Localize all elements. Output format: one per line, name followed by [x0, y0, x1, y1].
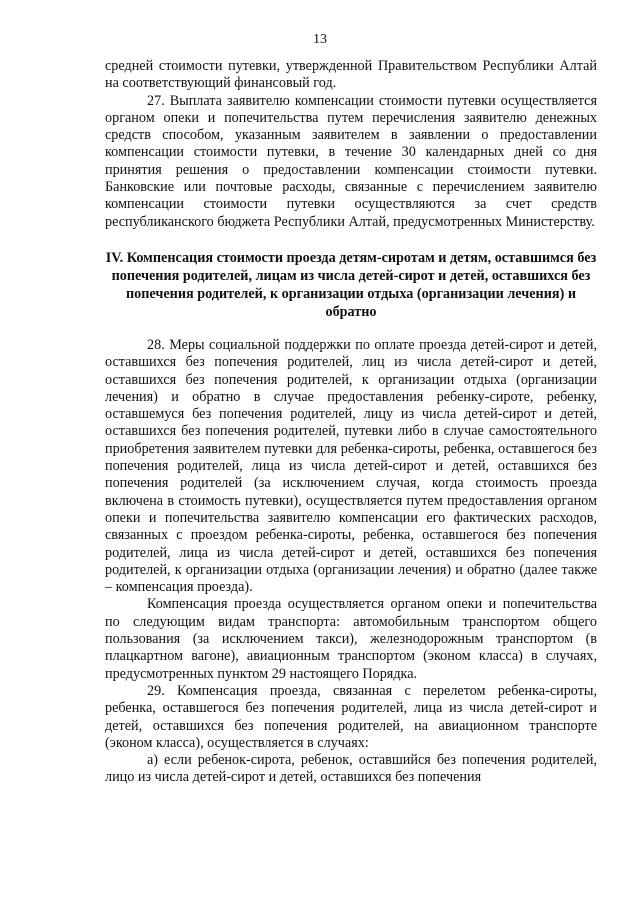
paragraph-29a: а) если ребенок-сирота, ребенок, оставшийся без попечения родителей, лицо из числа детей-сирот и детей, оставшихся без попечения: [105, 752, 597, 786]
page-number: 13: [313, 32, 327, 47]
paragraph-29: 29. Компенсация проезда, связанная с перелетом ребенка-сироты, ребенка, оставшегося без попечения родителей, лица из числа детей-сирот и детей, оставшихся без попечения родителей, на авиационном транспорте (эконом класса), осуществляется в случаях:: [105, 682, 597, 751]
paragraph-27: 27. Выплата заявителю компенсации стоимости путевки осуществляется органом опеки и попечительства путем перечисления заявителю денежных средств способом, указанным заявителем в заявлении о предоставлении компенсации стоимости путевки, в течение 30 календарных дней со дня принятия решения о предоставлении компенсации стоимости путевки. Банковские или почтовые расходы, связанные с перечислением заявителю компенсации стоимости путевки осуществляются за счет средств республиканского бюджета Республики Алтай, предусмотренных Министерству.: [105, 92, 597, 230]
document-body: [105, 58, 597, 787]
paragraph-28: 28. Меры социальной поддержки по оплате проезда детей-сирот и детей, оставшихся без попечения родителей, лиц из числа детей-сирот и детей, оставшихся без попечения родителей, к организации отдыха (организации лечения) и обратно в случае предоставления ребенку-сироте, ребенку, оставшемуся без попечения родителей, лицу из числа детей-сирот и детей, оставшихся без попечения родителей, путевки либо в случае самостоятельного приобретения заявителем путевки для ребенка-сироты, ребенка, оставшегося без попечения родителей, лица из числа детей-сирот и детей, оставшихся без попечения родителей (за исключением случая, когда стоимость проезда включена в стоимость путевки), осуществляется путем предоставления органом опеки и попечительства заявителю компенсации его фактических расходов, связанных с проездом ребенка-сироты, ребенка, оставшегося без попечения родителей, лица из числа детей-сирот и детей, оставшихся без попечения родителей, к организации отдыха (организации лечения) и обратно (далее также – компенсация проезда).: [105, 336, 597, 596]
paragraph-compensation-transport: Компенсация проезда осуществляется органом опеки и попечительства по следующим видам транспорта: автомобильным транспортом общего пользования (за исключением такси), железнодорожным транспортом (в плацкартном вагоне), авиационным транспортом (эконом класса) в случаях, предусмотренных пунктом 29 настоящего Порядка.: [105, 596, 597, 682]
paragraph-continuation: средней стоимости путевки, утвержденной Правительством Республики Алтай на соответствующий финансовый год.: [105, 58, 597, 92]
section-heading: IV. Компенсация стоимости проезда детям-сиротам и детям, оставшимся без попечения родителей, лицам из числа детей-сирот и детей, оставшихся без попечения родителей, к организации отдыха (организации лечения) и обратно: [105, 249, 597, 320]
